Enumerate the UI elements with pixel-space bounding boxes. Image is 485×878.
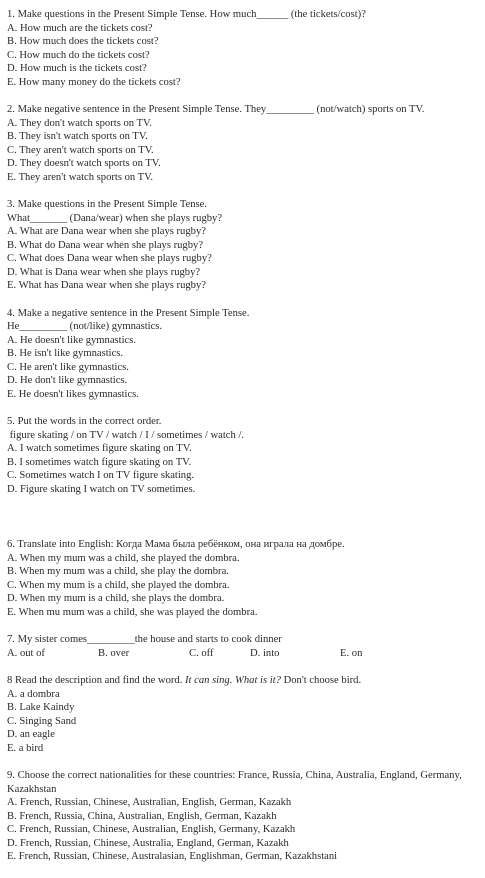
answer-option: E. When mu mum was a child, she was played the dombra. bbox=[7, 606, 258, 618]
question-1 bbox=[7, 8, 485, 89]
answer-option: D. Figure skating I watch on TV sometimes. bbox=[7, 483, 196, 495]
answer-option: B. How much does the tickets cost? bbox=[7, 36, 159, 47]
answer-option: C. They aren't watch sports on TV. bbox=[7, 144, 154, 156]
answer-options-row bbox=[7, 647, 485, 661]
question-prompt: 2. Make negative sentence in the Present Simple Tense. They_________ (not/watch) sports on TV. bbox=[7, 104, 425, 115]
question-prompt: figure skating / on TV / watch / I / sometimes / watch /. bbox=[7, 429, 245, 441]
answer-option: A. They don't watch sports on TV. bbox=[7, 117, 152, 129]
answer-option: B. I sometimes watch figure skating on TV. bbox=[7, 456, 192, 468]
question-4 bbox=[7, 307, 485, 402]
answer-option: D. an eagle bbox=[7, 729, 55, 740]
answer-option: E. How many money do the tickets cost? bbox=[7, 76, 181, 88]
question-prompt: 1. Make questions in the Present Simple Tense. How much______ (the tickets/cost)? bbox=[7, 9, 366, 20]
answer-option: D. They doesn't watch sports on TV. bbox=[7, 158, 161, 169]
answer-option: A. I watch sometimes figure skating on TV. bbox=[7, 443, 192, 454]
answer-option: C. When my mum is a child, she played the dombra. bbox=[7, 579, 230, 591]
prompt-italic: It can sing. What is it? bbox=[185, 675, 281, 686]
answer-option: D. How much is the tickets cost? bbox=[7, 63, 147, 74]
answer-option: B. French, Russia, China, Australian, English, German, Kazakh bbox=[7, 810, 277, 822]
answer-option: A. When my mum was a child, she played the dombra. bbox=[7, 552, 240, 564]
question-prompt: 7. My sister comes_________the house and starts to cook dinner bbox=[7, 634, 282, 645]
question-7 bbox=[7, 633, 485, 660]
worksheet bbox=[7, 8, 485, 864]
prompt-text: 8 Read the description and find the word. bbox=[7, 675, 185, 686]
answer-option: C. Singing Sand bbox=[7, 715, 77, 727]
question-prompt: He_________ (not/like) gymnastics. bbox=[7, 321, 163, 332]
question-3 bbox=[7, 198, 485, 293]
answer-option: C. off bbox=[189, 647, 214, 659]
question-prompt: 3. Make questions in the Present Simple Tense. bbox=[7, 199, 208, 210]
question-prompt: What_______ (Dana/wear) when she plays rugby? bbox=[7, 212, 223, 224]
prompt-text-end: Don't choose bird. bbox=[280, 675, 362, 686]
answer-option: D. What is Dana wear when she plays rugby? bbox=[7, 266, 201, 278]
question-9 bbox=[7, 769, 485, 864]
answer-option: B. What do Dana wear when she plays rugby? bbox=[7, 239, 204, 251]
answer-option: E. What has Dana wear when she plays rugby? bbox=[7, 280, 206, 291]
answer-option: C. Sometimes watch I on TV figure skating. bbox=[7, 470, 195, 481]
answer-option: B. When my mum was a child, she play the dombra. bbox=[7, 566, 229, 577]
question-2 bbox=[7, 103, 485, 184]
answer-option: B. over bbox=[98, 647, 130, 659]
answer-option: E. They aren't watch sports on TV. bbox=[7, 171, 154, 183]
question-prompt: 9. Choose the correct nationalities for these countries: France, Russia, China, Australia, England, Germany, bbox=[7, 770, 462, 781]
question-prompt: 6. Translate into English: Когда Мама была ребёнком, она играла на домбре. bbox=[7, 539, 345, 550]
question-prompt: Kazakhstan bbox=[7, 783, 57, 795]
answer-option: A. He doesn't like gymnastics. bbox=[7, 334, 137, 346]
answer-option: D. into bbox=[250, 647, 280, 659]
question-8 bbox=[7, 674, 485, 755]
answer-option: E. He doesn't likes gymnastics. bbox=[7, 388, 139, 400]
question-prompt: 5. Put the words in the correct order. bbox=[7, 416, 162, 427]
answer-option: A. out of bbox=[7, 647, 45, 659]
answer-option: C. French, Russian, Chinese, Australian, English, Germany, Kazakh bbox=[7, 824, 296, 835]
answer-option: E. a bird bbox=[7, 742, 44, 754]
answer-option: B. They isn't watch sports on TV. bbox=[7, 131, 148, 142]
answer-option: A. What are Dana wear when she plays rugby? bbox=[7, 226, 206, 237]
answer-option: D. French, Russian, Chinese, Australia, England, German, Kazakh bbox=[7, 837, 289, 849]
answer-option: D. When my mum is a child, she plays the dombra. bbox=[7, 593, 225, 604]
answer-option: A. a dombra bbox=[7, 688, 60, 700]
answer-option: E. on bbox=[340, 647, 363, 659]
answer-option: E. French, Russian, Chinese, Australasian, Englishman, German, Kazakhstani bbox=[7, 851, 338, 862]
question-prompt: 4. Make a negative sentence in the Present Simple Tense. bbox=[7, 307, 250, 319]
answer-option: D. He don't like gymnastics. bbox=[7, 375, 128, 386]
answer-option: A. French, Russian, Chinese, Australian, English, German, Kazakh bbox=[7, 797, 292, 808]
question-6 bbox=[7, 538, 485, 619]
question-5 bbox=[7, 415, 485, 496]
answer-option: B. He isn't like gymnastics. bbox=[7, 348, 124, 359]
answer-option: C. What does Dana wear when she plays rugby? bbox=[7, 253, 212, 264]
answer-option: C. How much do the tickets cost? bbox=[7, 49, 150, 61]
question-prompt bbox=[7, 674, 485, 688]
answer-option: B. Lake Kaindy bbox=[7, 702, 75, 713]
answer-option: C. He aren't like gymnastics. bbox=[7, 361, 129, 373]
answer-option: A. How much are the tickets cost? bbox=[7, 22, 153, 34]
